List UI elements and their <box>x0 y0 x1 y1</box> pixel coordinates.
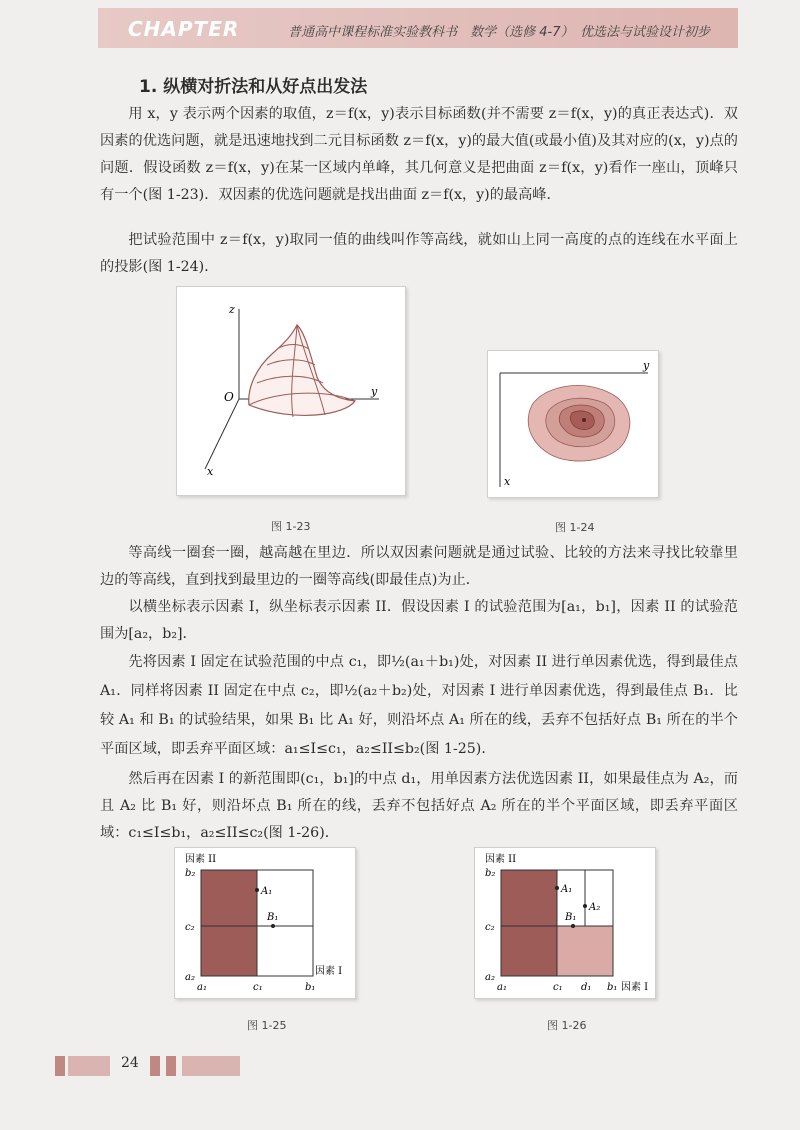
mountain-surface-diagram <box>177 287 405 495</box>
A2-point-label: A₂ <box>589 902 601 913</box>
a1-label: a₁ <box>497 982 507 993</box>
footer-bar-4 <box>166 1056 176 1076</box>
figure-1-23-caption: 图 1-23 <box>271 520 311 533</box>
figure-1-25 <box>174 847 356 999</box>
c2-label: c₂ <box>485 922 495 933</box>
page-number: 24 <box>121 1055 139 1071</box>
footer-bar-3 <box>150 1056 160 1076</box>
book-title: 普通高中课程标准实验教科书 数学（选修 4-7） 优选法与试验设计初步 <box>288 25 710 40</box>
b2-label: b₂ <box>185 868 196 879</box>
y-axis-label: y <box>643 359 650 372</box>
x-axis-label: x <box>504 475 511 488</box>
c2-label: c₂ <box>185 922 195 933</box>
footer-bar-1 <box>55 1056 65 1076</box>
x-axis-label: x <box>207 465 214 478</box>
y-axis-label: y <box>371 385 378 398</box>
B1-point-label: B₁ <box>267 912 279 923</box>
a1-label: a₁ <box>197 982 207 993</box>
B1-point-label: B₁ <box>565 912 577 923</box>
A1-point-label: A₁ <box>261 886 273 897</box>
paragraph-4: 以横坐标表示因素 I，纵坐标表示因素 II．假设因素 I 的试验范围为[a₁，b₁]，因素 II 的试验范围为[a₂，b₂]． <box>100 599 738 642</box>
b1-label: b₁ <box>607 982 618 993</box>
figure-1-26-caption: 图 1-26 <box>547 1019 587 1032</box>
figure-1-26 <box>474 847 656 999</box>
factor-plane-diagram-2 <box>475 848 655 998</box>
b1-label: b₁ <box>305 982 316 993</box>
footer-bar-2 <box>68 1056 110 1076</box>
figure-1-23 <box>176 286 406 496</box>
paragraph-2: 把试验范围中 z＝f(x，y)取同一值的曲线叫作等高线，就如山上同一高度的点的连线在水平面上的投影(图 1-24)． <box>100 232 738 275</box>
a2-label: a₂ <box>485 972 495 983</box>
paragraph-5: 先将因素 I 固定在试验范围的中点 c₁，即½(a₁＋b₁)处，对因素 II 进行单因素优选，得到最佳点 A₁．同样将因素 II 固定在中点 c₂，即½(a₂＋b₂)处，对因素 I 进行单因素优选，得到最佳点 B₁．比较 A₁ 和 B₁ 的试验结果，如果 B₁ 比 A₁ 好，则沿坏点 A₁ 所在的线，丢弃不包括好点 B₁ 所在的半个平面区域，即丢弃平面区域：a₁≤I≤c₁，a₂≤II≤b₂(图 1-25)． <box>100 654 738 757</box>
A1-point-label: A₁ <box>561 884 573 895</box>
chapter-header <box>98 8 738 48</box>
origin-label: O <box>224 390 234 404</box>
factor-i-label: 因素 I <box>315 966 343 977</box>
a2-label: a₂ <box>185 972 195 983</box>
chapter-label: CHAPTER <box>128 17 240 41</box>
c1-label: c₁ <box>553 982 563 993</box>
figure-1-24 <box>487 350 659 498</box>
paragraph-6: 然后再在因素 I 的新范围即(c₁，b₁]的中点 d₁，用单因素方法优选因素 II，如果最佳点为 A₂，而且 A₂ 比 B₁ 好，则沿坏点 B₁ 所在的线，丢弃不包括好点 A₂ 所在的半个平面区域，即丢弃平面区域：c₁≤I≤b₁，a₂≤II≤c₂(图 1-26)． <box>100 771 738 841</box>
contour-map-diagram <box>488 351 658 497</box>
paragraph-1: 用 x，y 表示两个因素的取值，z＝f(x，y)表示目标函数(并不需要 z＝f(x，y)的真正表达式)．双因素的优选问题，就是迅速地找到二元目标函数 z＝f(x，y)的最大值(或最小值)及其对应的(x，y)点的问题．假设函数 z＝f(x，y)在某一区域内单峰，其几何意义是把曲面 z＝f(x，y)看作一座山，顶峰只有一个(图 1-23)．双因素的优选问题就是找出曲面 z＝f(x，y)的最高峰． <box>100 106 738 203</box>
footer-bar-5 <box>182 1056 240 1076</box>
factor-plane-diagram-1 <box>175 848 355 998</box>
d1-label: d₁ <box>581 982 592 993</box>
section-title: 1. 纵横对折法和从好点出发法 <box>139 77 368 97</box>
c1-label: c₁ <box>253 982 263 993</box>
figure-1-25-caption: 图 1-25 <box>247 1019 287 1032</box>
paragraph-3: 等高线一圈套一圈，越高越在里边．所以双因素问题就是通过试验、比较的方法来寻找比较靠里边的等高线，直到找到最里边的一圈等高线(即最佳点)为止． <box>100 545 738 588</box>
factor-i-label: 因素 I <box>621 982 649 993</box>
factor-ii-label: 因素 II <box>485 854 517 865</box>
figure-1-24-caption: 图 1-24 <box>555 521 595 534</box>
b2-label: b₂ <box>485 868 496 879</box>
factor-ii-label: 因素 II <box>185 854 217 865</box>
z-axis-label: z <box>229 303 235 316</box>
